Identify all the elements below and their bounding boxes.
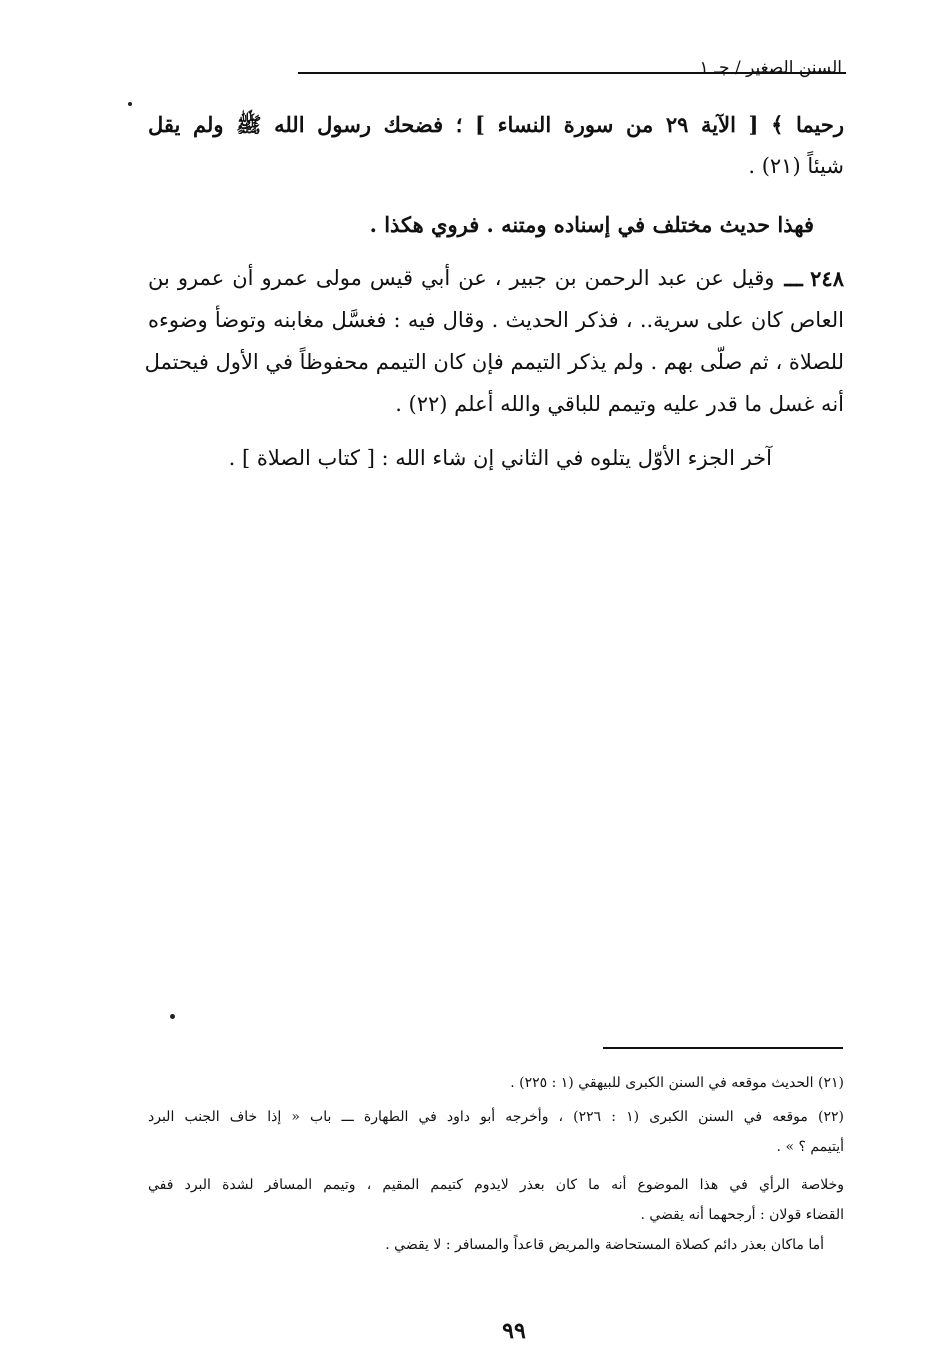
footnote-rule (603, 1047, 843, 1049)
hadith-248-first-line (148, 268, 844, 289)
running-head: السنن الصغير / جـ ١ (699, 58, 842, 78)
body-line-1: رحيما ﴾ [ الآية ٢٩ من سورة النساء ] ؛ فضحك رسول الله ﷺ ولم يقل (148, 112, 844, 137)
footnote-22-line-1: (٢٢) موقعه في السنن الكبرى (١ : ٢٢٦) ، وأخرجه أبو داود في الطهارة ـــ باب « إذا خاف الجنب البرد (148, 1109, 844, 1125)
volume-end-note: آخر الجزء الأوّل يتلوه في الثاني إن شاء الله : [ كتاب الصلاة ] . (228, 446, 772, 470)
page-number: ٩٩ (502, 1318, 526, 1344)
hadith-248-text: وقيل عن عبد الرحمن بن جبير ، عن أبي قيس مولى عمرو أن عمرو بن (148, 266, 775, 290)
footnote-22-line-2: أيتيمم ؟ » . (776, 1139, 844, 1155)
footnote-22-line-4: القضاء قولان : أرجحهما أنه يقضي . (640, 1207, 844, 1223)
scan-speck (170, 1014, 175, 1019)
footnote-21: (٢١) الحديث موقعه في السنن الكبرى للبيهقي (١ : ٢٢٥) . (510, 1075, 844, 1091)
body-line-7: أنه غسل ما قدر عليه وتيمم للباقي والله أعلم (٢٢) . (395, 392, 844, 416)
body-line-3: فهذا حديث مختلف في إسناده ومتنه . فروي هكذا . (369, 212, 814, 237)
footnote-22-line-3: وخلاصة الرأي في هذا الموضوع أنه ما كان بعذر لايدوم كتيمم المقيم ، وتيمم المسافر لشدة البرد ففي (148, 1177, 844, 1193)
body-line-2: شيئاً (٢١) . (748, 154, 844, 178)
footnote-22-line-5: أما ماكان بعذر دائم كصلاة المستحاضة والمريض قاعداً والمسافر : لا يقضي . (385, 1237, 824, 1253)
body-line-5: العاص كان على سرية.. ، فذكر الحديث . وقال فيه : فغسَّل مغابنه وتوضأ وضوءه (148, 308, 844, 332)
hadith-number: ٢٤٨ ـــ (784, 266, 844, 291)
body-line-6: للصلاة ، ثم صلّى بهم . ولم يذكر التيمم فإن كان التيمم محفوظاً في الأول فيحتمل (144, 350, 844, 374)
header-rule (298, 72, 846, 74)
scan-speck (128, 102, 132, 106)
